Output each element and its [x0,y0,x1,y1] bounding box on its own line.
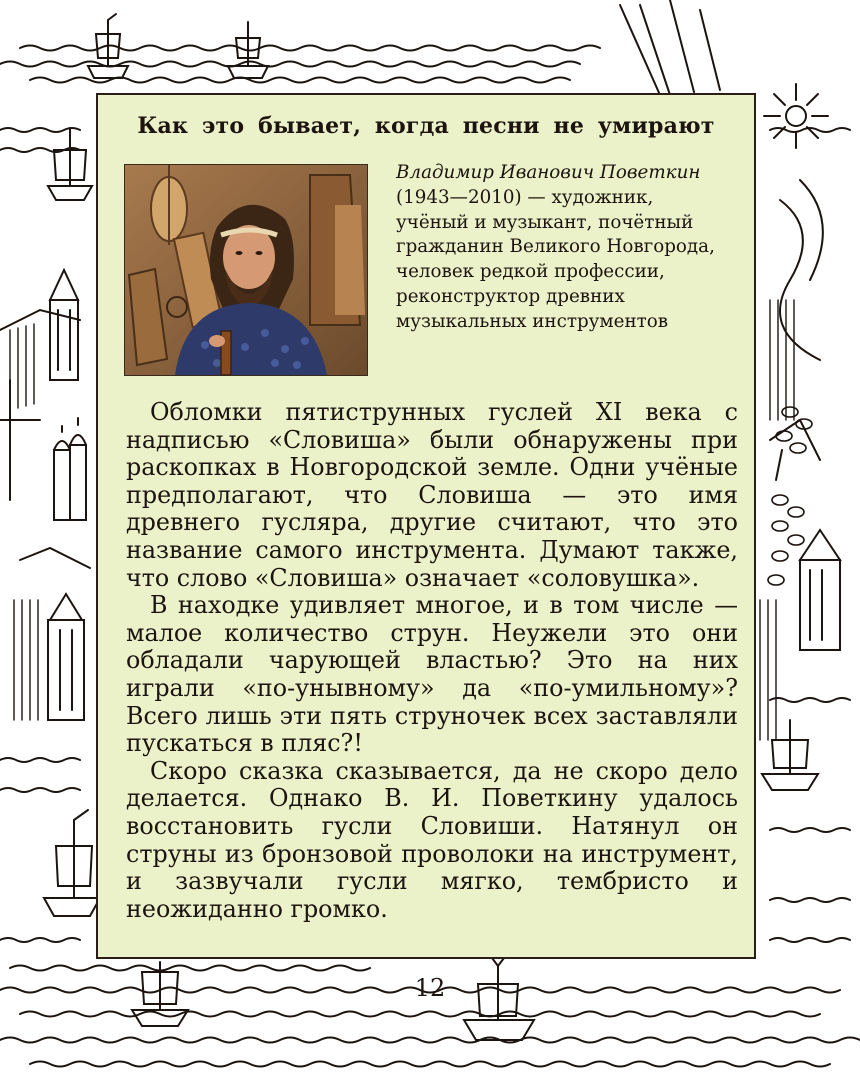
portrait-description: (1943—2010) — художник, учёный и музыкант, почётный гражданин Великого Новгорода, человек редкой профессии, реконструктор древних музыкальных инструментов [396,186,715,332]
portrait-caption [396,161,726,335]
text-panel [96,93,756,959]
waves-icon [0,46,600,83]
sailing-ship-icon [464,958,534,1040]
article-paragraph: Обломки пятиструнных гуслей XI века с надписью «Словиша» были обнаружены при раскопках в Новгородской земле. Одни учёные предполагают, что Словиша — это имя древнего гусляра, другие считают, что это название самого инструмента. Думают также, что слово «Словиша» означает «соловушка». [126,398,738,592]
sailing-ship-icon [48,128,92,200]
fortress-tower-icon [760,300,840,740]
sailing-ship-icon [88,14,128,78]
sailing-ship-icon [44,810,100,916]
sailing-ship-icon [228,22,268,78]
sailing-ship-icon [762,720,818,790]
portrait-photo [124,164,368,376]
article-paragraph: Скоро сказка сказывается, да не скоро дело делается. Однако В. И. Поветкину удалось восстановить гусли Словиши. Натянул он струны из бронзовой проволоки на инструмент, и зазвучали гусли мягко, тембристо и неожиданно громко. [126,756,738,923]
sun-icon [764,84,828,148]
church-domes-icon [54,418,86,520]
page-title: Как это бывает, когда песни не умирают [137,113,715,139]
article-paragraph: В находке удивляет многое, и в том числе — малое количество струн. Неужели это они обладали чарующей властью? Это на них играли «по-унывному» да «по-умильному»? Всего лишь эти пять струночек всех заставляли пускаться в пляс?! [126,591,738,758]
article-body [126,399,738,923]
sailing-ship-icon [132,962,188,1026]
portrait-name: Владимир Иванович Поветкин [396,162,701,183]
page-number: 12 [414,974,446,1002]
